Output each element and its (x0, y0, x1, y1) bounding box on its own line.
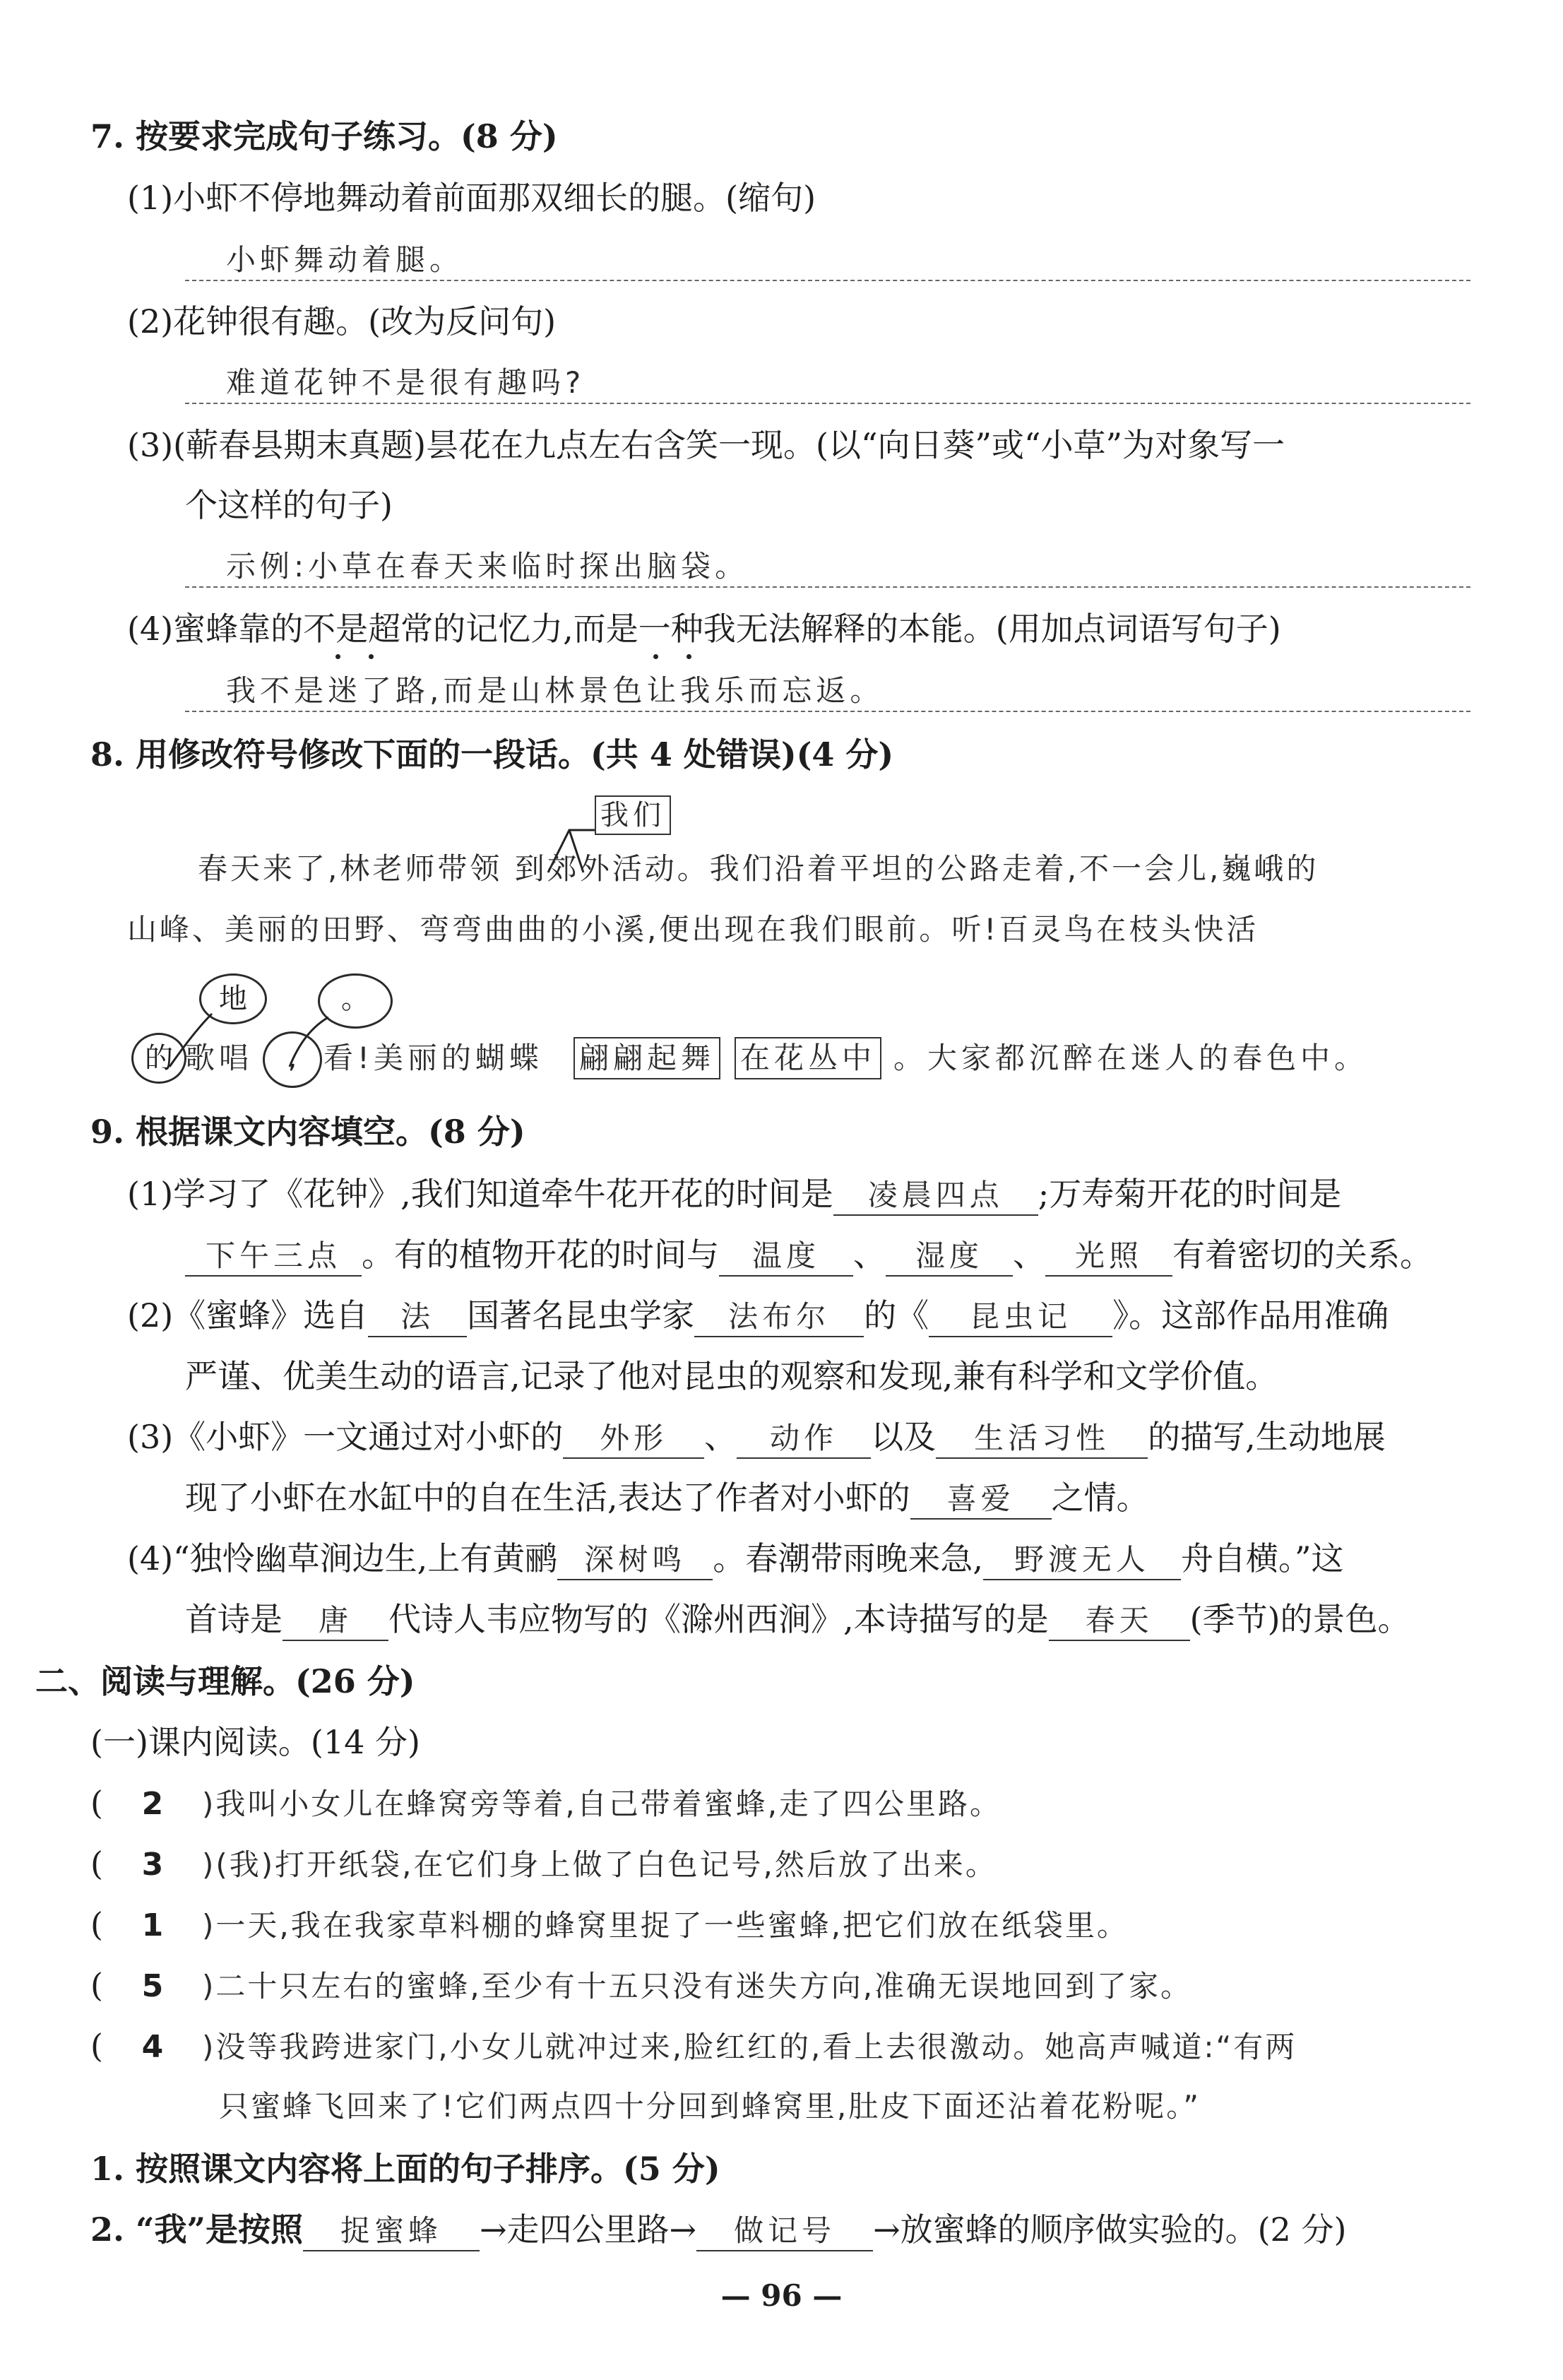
q7-3-prompt-cont: 个这样的句子) (185, 486, 393, 524)
blank: 动作 (737, 1419, 871, 1459)
order-number: 1 (141, 1907, 164, 1943)
blank: 凌晨四点 (833, 1176, 1038, 1216)
order-number: 4 (141, 2029, 164, 2065)
section2-title: 二、阅读与理解。(26 分) (35, 1662, 415, 1700)
blank: 下午三点 (185, 1237, 362, 1277)
q9-3-line2: 现了小虾在水缸中的自在生活,表达了作者对小虾的 喜爱 之情。 (185, 1476, 1149, 1520)
q7-4-prompt: (4)蜜蜂靠的不是超常的记忆力,而是一种我无法解释的本能。(用加点词语写句子) (127, 610, 1281, 648)
blank: 生活习性 (936, 1419, 1148, 1459)
q9-3-line1: (3)《小虾》一文通过对小虾的 外形 、 动作 以及 生活习性 的描写,生动地展 (127, 1416, 1386, 1459)
blank: 法布尔 (694, 1298, 864, 1337)
q7-3-answer: 示例:小草在春天来临时探出脑袋。 (226, 549, 749, 584)
order-item: ( 2 )我叫小女儿在蜂窝旁等着,自己带着蜜蜂,走了四公里路。 (90, 1782, 1002, 1825)
blank: 喜爱 (910, 1480, 1052, 1520)
blank: 野渡无人 (983, 1541, 1181, 1580)
q8-line3-b: 看!美丽的蝴蝶 (323, 1041, 543, 1075)
emphasis-dot (335, 654, 340, 659)
blank: 做记号 (696, 2212, 873, 2251)
circle-wrong-de: 的 (131, 1033, 186, 1084)
order-number: 3 (141, 1847, 164, 1883)
q7-title: 7. 按要求完成句子练习。(8 分) (90, 117, 558, 155)
blank: 昆虫记 (929, 1298, 1112, 1337)
order-item: ( 4 )没等我跨进家门,小女儿就冲过来,脸红红的,看上去很激动。她高声喊道:“有两 (90, 2025, 1297, 2068)
s2-q1: 1. 按照课文内容将上面的句子排序。(5 分) (90, 2150, 720, 2188)
q7-2-answer: 难道花钟不是很有趣吗? (226, 365, 586, 400)
emphasis-dot (687, 654, 691, 659)
correction-circle-di: 地 (199, 973, 267, 1024)
answer-line (185, 586, 1470, 588)
section2-sub1: (一)课内阅读。(14 分) (90, 1723, 420, 1761)
blank: 光照 (1045, 1237, 1172, 1277)
emphasis-dot (369, 654, 374, 659)
swap-box-b: 在花丛中 (735, 1037, 881, 1079)
blank: 外形 (563, 1419, 704, 1459)
q9-1-line1: (1)学习了《花钟》,我们知道牵牛花开花的时间是 凌晨四点 ;万寿菊开花的时间是 (127, 1173, 1341, 1216)
q9-4-line1: (4)“独怜幽草涧边生,上有黄鹂 深树鸣 。春潮带雨晚来急, 野渡无人 舟自横。”这 (127, 1537, 1343, 1580)
answer-line (185, 711, 1470, 712)
order-number: 5 (141, 1968, 164, 2004)
blank: 捉蜜蜂 (303, 2212, 480, 2251)
q7-1-prompt: (1)小虾不停地舞动着前面那双细长的腿。(缩句) (127, 179, 816, 217)
q8-line1: 春天来了,林老师带领 到郊外活动。我们沿着平坦的公路走着,不一会儿,巍峨的 (198, 851, 1319, 886)
q7-2-prompt: (2)花钟很有趣。(改为反问句) (127, 302, 557, 341)
q9-title: 9. 根据课文内容填空。(8 分) (90, 1113, 525, 1151)
order-item: ( 5 )二十只左右的蜜蜂,至少有十五只没有迷失方向,准确无误地回到了家。 (90, 1964, 1192, 2008)
q8-line3-a: 歌唱 (185, 1041, 254, 1075)
q7-3-prompt: (3)(蕲春县期末真题)昙花在九点左右含笑一现。(以“向日葵”或“小草”为对象写一 (127, 426, 1285, 464)
order-number: 2 (141, 1786, 164, 1822)
page-number: — 96 — (720, 2278, 843, 2313)
order-item-cont: 只蜜蜂飞回来了!它们两点四十分回到蜂窝里,肚皮下面还沾着花粉呢。” (219, 2089, 1201, 2124)
order-item: ( 3 )(我)打开纸袋,在它们身上做了白色记号,然后放了出来。 (90, 1842, 997, 1886)
q8-line3-c: 。大家都沉醉在迷人的春色中。 (893, 1041, 1369, 1075)
q9-1-line2: 下午三点 。有的植物开花的时间与 温度 、 湿度 、 光照 有着密切的关系。 (185, 1233, 1432, 1277)
order-item: ( 1 )一天,我在我家草料棚的蜂窝里捉了一些蜜蜂,把它们放在纸袋里。 (90, 1903, 1129, 1947)
q9-2-line1: (2)《蜜蜂》选自 法 国著名昆虫学家 法布尔 的《 昆虫记 》。这部作品用准确 (127, 1294, 1389, 1337)
blank: 唐 (283, 1602, 388, 1641)
blank: 温度 (719, 1237, 853, 1277)
circle-comma: , (263, 1031, 322, 1088)
swap-box-a: 翩翩起舞 (574, 1037, 720, 1079)
blank: 湿度 (886, 1237, 1013, 1277)
answer-line (185, 403, 1470, 404)
q9-4-line2: 首诗是 唐 代诗人韦应物写的《滁州西涧》,本诗描写的是 春天 (季节)的景色。 (185, 1598, 1410, 1641)
answer-line (185, 280, 1470, 281)
blank: 法 (368, 1298, 467, 1337)
blank: 春天 (1049, 1602, 1190, 1641)
correction-circle-period: 。 (318, 973, 393, 1029)
q7-1-answer: 小虾舞动着腿。 (226, 242, 464, 277)
q9-2-line2: 严谨、优美生动的语言,记录了他对昆虫的观察和发现,兼有科学和文学价值。 (185, 1357, 1278, 1395)
s2-q2: 2. “我”是按照 捉蜜蜂 →走四公里路→ 做记号 →放蜜蜂的顺序做实验的。(2 分) (90, 2208, 1346, 2251)
q8-line2: 山峰、美丽的田野、弯弯曲曲的小溪,便出现在我们眼前。听!百灵鸟在枝头快活 (127, 912, 1259, 947)
q8-title: 8. 用修改符号修改下面的一段话。(共 4 处错误)(4 分) (90, 735, 894, 774)
emphasis-dot (653, 654, 658, 659)
insert-word-box: 我们 (595, 795, 671, 835)
blank: 深树鸣 (557, 1541, 713, 1580)
q7-4-answer: 我不是迷了路,而是山林景色让我乐而忘返。 (226, 673, 884, 708)
